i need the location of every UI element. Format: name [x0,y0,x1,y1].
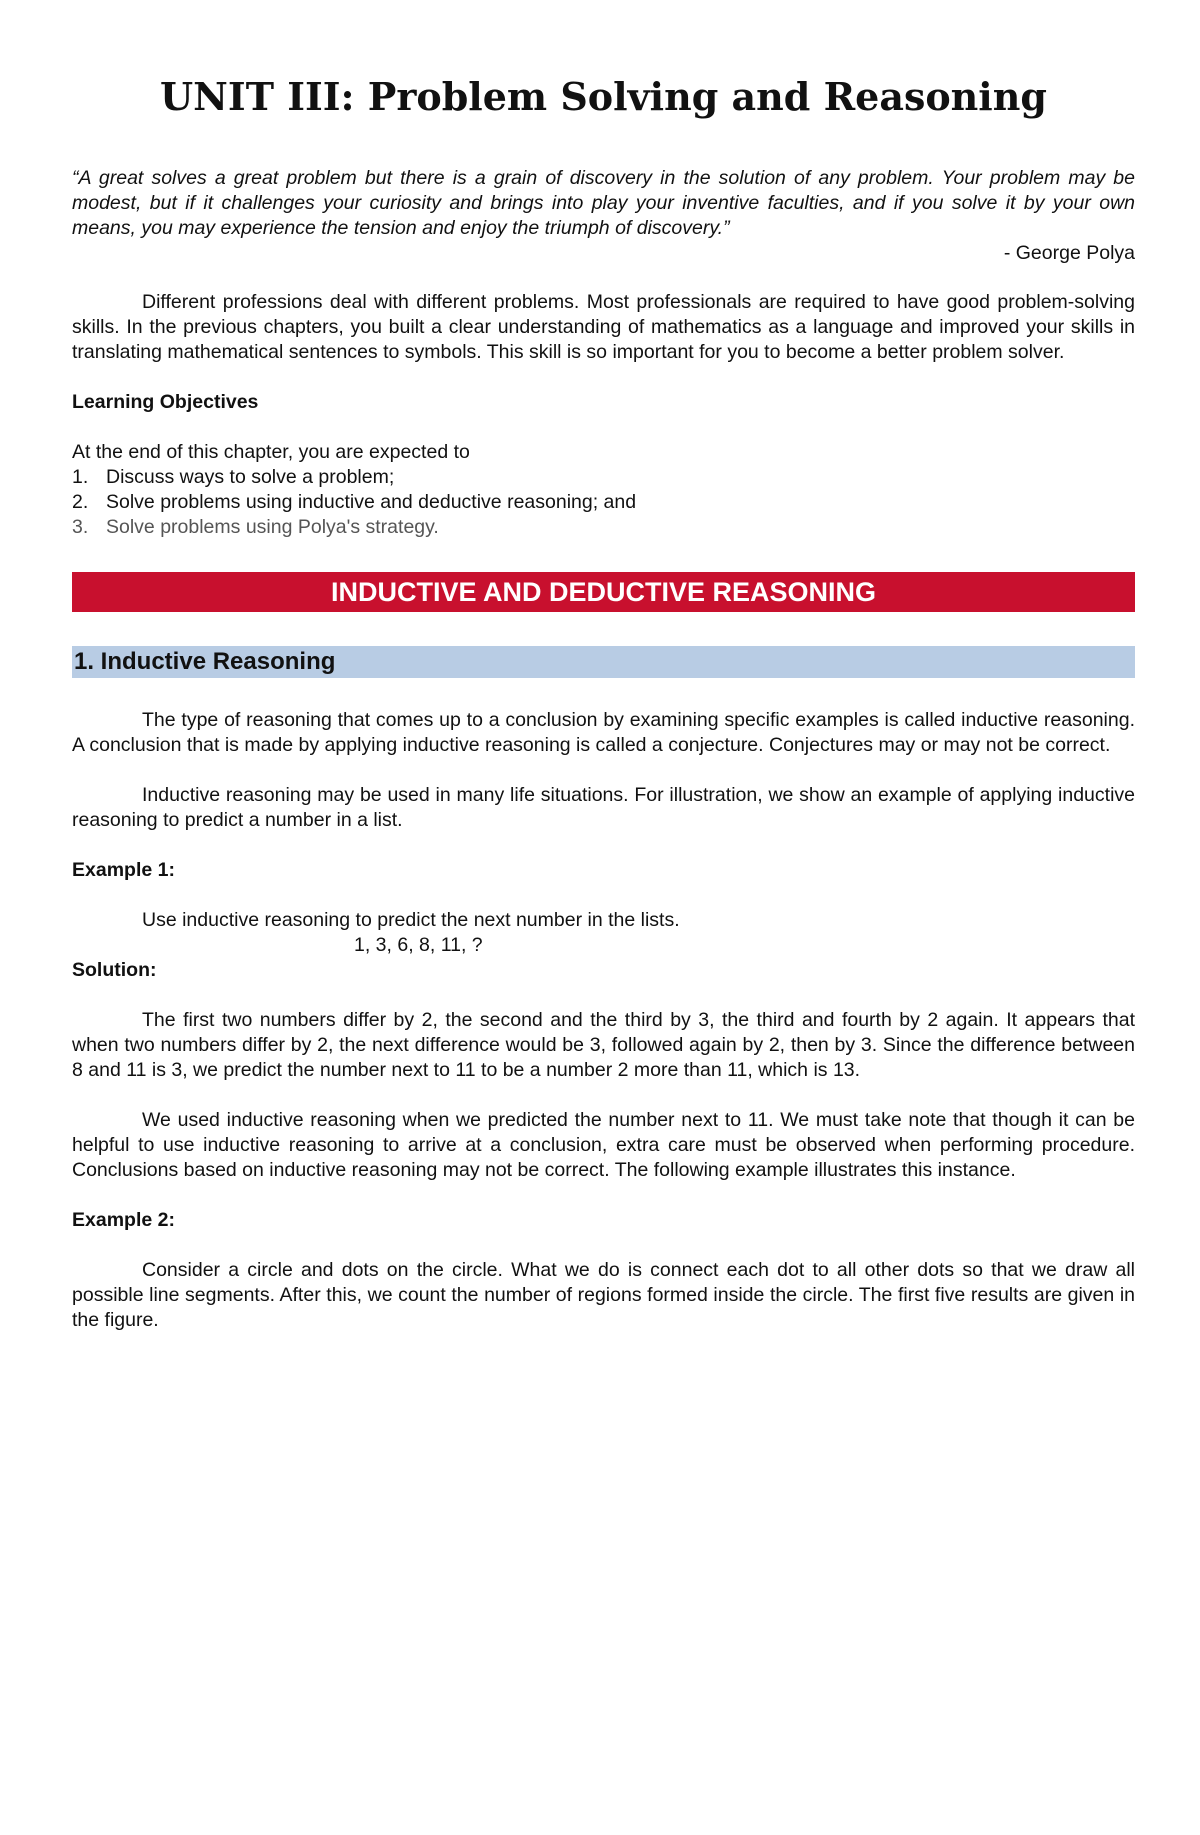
objective-item [72,515,1135,540]
example-1-followup: We used inductive reasoning when we predicted the number next to 11. We must take note that though it can be helpful to use inductive reasoning to arrive at a conclusion, extra care must be observed when performing procedure. Conclusions based on inductive reasoning may not be correct. The following example illustrates this instance. [72,1109,1135,1181]
section-banner: INDUCTIVE AND DEDUCTIVE REASONING [72,572,1135,612]
inductive-usage-paragraph: Inductive reasoning may be used in many life situations. For illustration, we show an example of applying inductive reasoning to predict a number in a list. [72,784,1135,831]
objectives-heading: Learning Objectives [72,391,259,413]
unit-title: UNIT III: Problem Solving and Reasoning [160,74,1047,119]
inductive-definition-paragraph: The type of reasoning that comes up to a conclusion by examining specific examples is called inductive reasoning. A conclusion that is made by applying inductive reasoning is called a conjecture. Conjectures may or may not be correct. [72,709,1135,756]
objective-number: 2. [72,491,89,513]
subsection-heading: 1. Inductive Reasoning [72,646,1135,678]
quote-author: - George Polya [1003,242,1135,264]
objectives-lead: At the end of this chapter, you are expected to [72,441,470,463]
objective-number: 3. [72,516,89,538]
example-1-prompt: Use inductive reasoning to predict the next number in the lists. [142,909,680,931]
example-1-sequence: 1, 3, 6, 8, 11, ? [354,934,483,956]
objective-number: 1. [72,466,89,488]
quote-text: “A great solves a great problem but there is a grain of discovery in the solution of any problem. Your problem may be modest, but if it challenges your curiosity and brings into play your inventive faculties, and if you solve it by your own means, you may experience the tension and enjoy the triumph of discovery.” [72,167,1135,239]
example-2-label: Example 2: [72,1209,175,1231]
objective-text: Discuss ways to solve a problem; [106,466,395,488]
objective-text: Solve problems using Polya's strategy. [106,516,439,538]
example-1-label: Example 1: [72,859,175,881]
solution-label: Solution: [72,959,157,981]
page-content [72,70,1135,1333]
example-1-solution: The first two numbers differ by 2, the second and the third by 3, the third and fourth by 2 again. It appears that when two numbers differ by 2, the next difference would be 3, followed again by 2, then by 3. Since the difference between 8 and 11 is 3, we predict the number next to 11 to be a number 2 more than 11, which is 13. [72,1009,1135,1081]
polya-quote [72,166,1135,266]
example-2-text: Consider a circle and dots on the circle. What we do is connect each dot to all other dots so that we draw all possible line segments. After this, we count the number of regions formed inside the circle. The first five results are given in the figure. [72,1259,1135,1331]
objectives-list [72,465,1135,540]
objective-item [72,490,1135,515]
objective-text: Solve problems using inductive and deductive reasoning; and [106,491,637,513]
intro-paragraph: Different professions deal with different problems. Most professionals are required to have good problem-solving skills. In the previous chapters, you built a clear understanding of mathematics as a language and improved your skills in translating mathematical sentences to symbols. This skill is so important for you to become a better problem solver. [72,291,1135,363]
objective-item [72,465,1135,490]
